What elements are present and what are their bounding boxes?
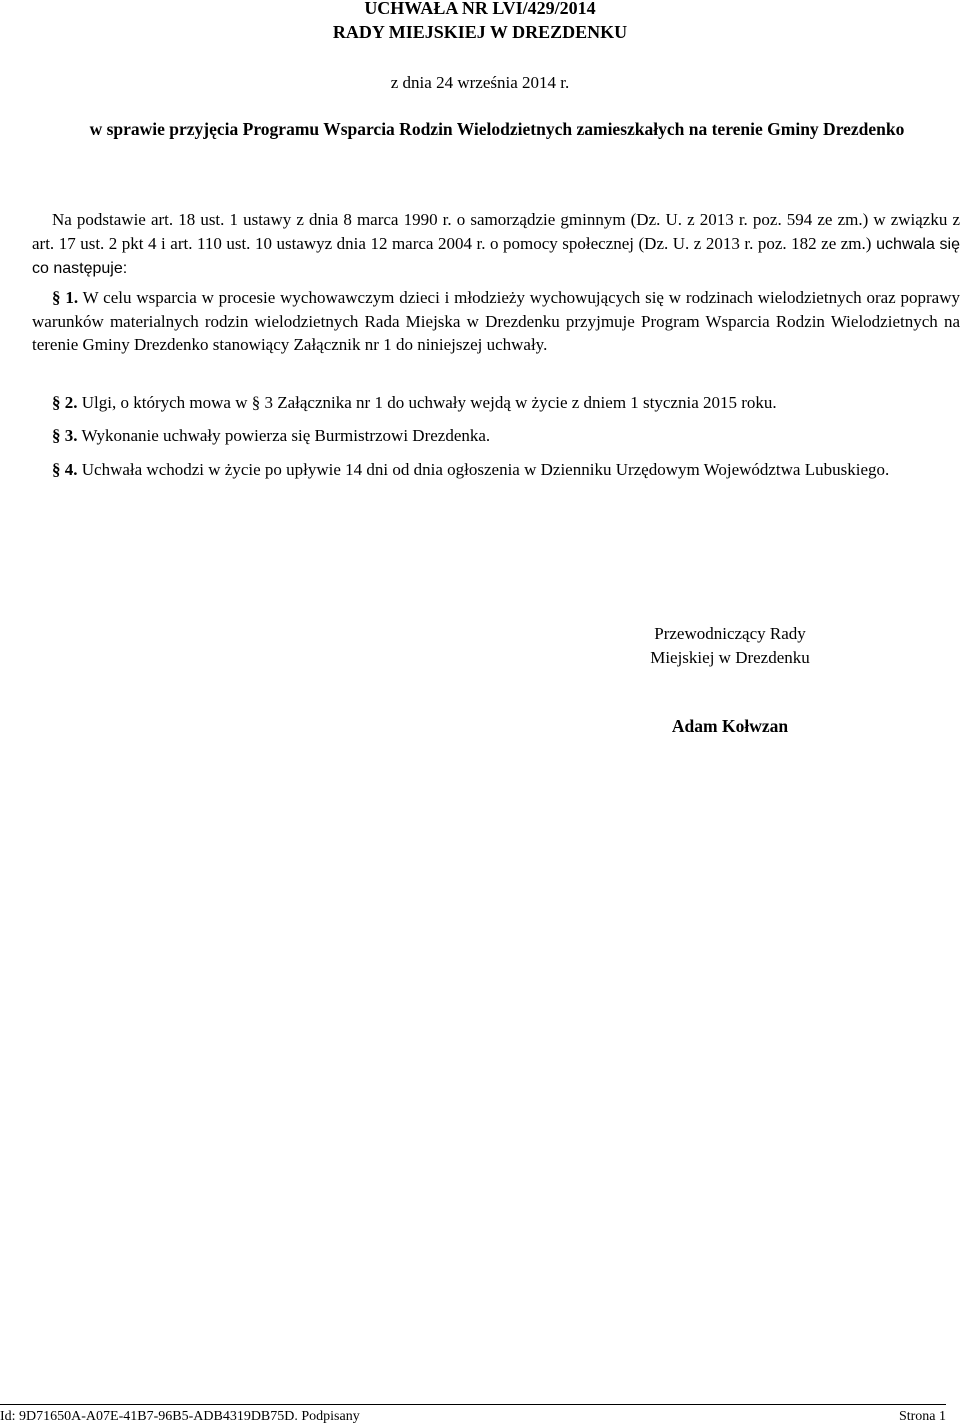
section-text: W celu wsparcia w procesie wychowawczym dzieci i młodzieży wychowujących się w rodzinach wielodzietnych oraz poprawy warunków materialnych rodzin wielodzietnych Rada Miejska w Drezdenku przyjmuje Program Wsparcia Rodzin Wielodzietnych na terenie Gminy Drezdenko stanowiący Załącznik nr 1 do niniejszej uchwały. xyxy=(32,288,960,354)
preamble-legal-basis: Na podstawie art. 18 ust. 1 ustawy z dnia 8 marca 1990 r. o samorządzie gminnym (Dz. U. z 2013 r. poz. 594 ze zm.) w związku z art. 17 ust. 2 pkt 4 i art. 110 ust. 10 ustawyz dnia 12 marca 2004 r. o pomocy społecznej (Dz. U. z 2013 r. poz. 182 ze zm.) xyxy=(32,210,960,253)
document-page xyxy=(32,0,960,1428)
council-name: RADY MIEJSKIEJ W DREZDENKU xyxy=(332,22,628,42)
section-number: § 2. xyxy=(52,393,78,412)
footer-divider xyxy=(0,1404,946,1405)
section-4 xyxy=(32,458,960,482)
document-id: Id: 9D71650A-A07E-41B7-96B5-ADB4319DB75D. Podpisany xyxy=(0,1409,360,1424)
preamble-resolves: uchwala się co następuje: xyxy=(32,235,960,277)
page-number: Strona 1 xyxy=(898,1409,946,1424)
signature-role xyxy=(610,622,850,669)
section-2 xyxy=(32,391,960,415)
signatory-name: Adam Kołwzan xyxy=(671,716,789,736)
section-number: § 4. xyxy=(52,460,78,479)
page-footer xyxy=(0,1408,946,1428)
section-number: § 3. xyxy=(52,426,78,445)
resolution-date: z dnia 24 września 2014 r. xyxy=(390,73,570,92)
signature-role-line1: Przewodniczący Rady xyxy=(654,624,806,643)
signature-role-line2: Miejskiej w Drezdenku xyxy=(650,647,810,667)
section-text: Uchwała wchodzi w życie po upływie 14 dni od dnia ogłoszenia w Dzienniku Urzędowym Województwa Lubuskiego. xyxy=(77,460,890,479)
resolution-title: UCHWAŁA NR LVI/429/2014 xyxy=(364,0,596,18)
resolution-subject: w sprawie przyjęcia Programu Wsparcia Rodzin Wielodzietnych zamieszkałych na terenie Gminy Drezdenko xyxy=(89,119,905,139)
section-3 xyxy=(32,424,960,448)
section-text: Ulgi, o których mowa w § 3 Załącznika nr 1 do uchwały wejdą w życie z dniem 1 stycznia 2015 roku. xyxy=(77,393,777,412)
preamble xyxy=(32,208,960,281)
section-1 xyxy=(32,286,960,357)
section-number: § 1. xyxy=(52,288,79,307)
section-text: Wykonanie uchwały powierza się Burmistrzowi Drezdenka. xyxy=(77,426,491,445)
